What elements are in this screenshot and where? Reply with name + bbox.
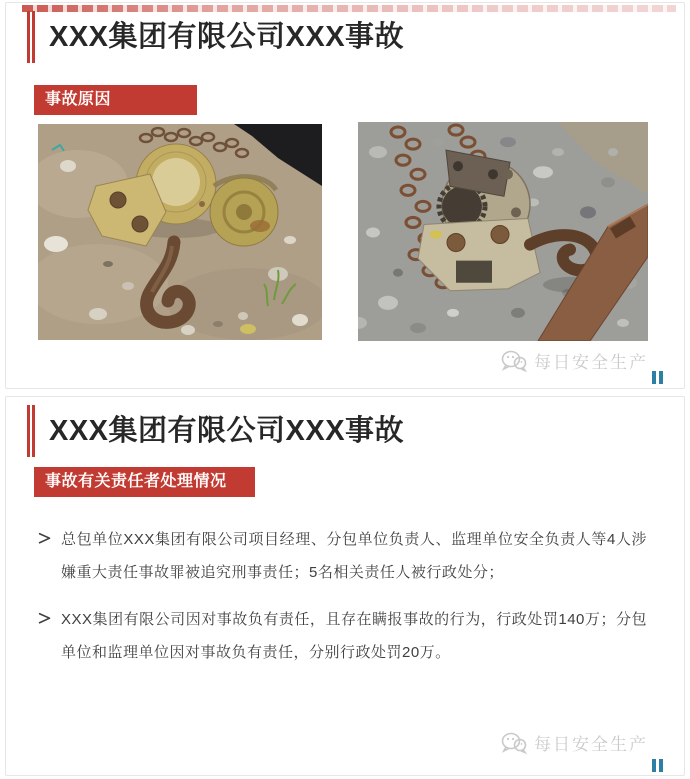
slide1-title-row: [27, 11, 404, 63]
slide-title: XXX集团有限公司XXX事故: [49, 21, 405, 53]
title-accent-bars: [27, 11, 35, 63]
slide2-title-row: [27, 405, 404, 457]
wechat-icon: [500, 349, 528, 373]
bullet-arrow-icon: [38, 612, 51, 669]
bullet-arrow-icon: [38, 532, 51, 589]
bullet-text: XXX集团有限公司因对事故负有责任，且存在瞒报事故的行为，行政处罚140万；分包单位和监理单位因对事故负有责任，分别行政处罚20万。: [61, 611, 647, 661]
chain-hoist-illustration: [38, 124, 322, 340]
section-badge: 事故原因: [34, 85, 197, 115]
watermark: [500, 348, 648, 373]
bullet-item: [38, 603, 647, 669]
title-accent-bars: [27, 405, 35, 457]
wechat-icon: [500, 731, 528, 755]
watermark-text: 每日安全生产: [534, 353, 648, 372]
pause-indicator-icon: [652, 759, 663, 772]
pause-indicator-icon: [652, 371, 663, 384]
bullet-list: [38, 523, 647, 683]
bullet-item: [38, 523, 647, 589]
section-badge: 事故有关责任者处理情况: [34, 467, 255, 497]
slide-card-1: [5, 2, 685, 389]
photo-rusted-lever-hoist[interactable]: [358, 122, 648, 341]
photo-rusted-chain-hoist[interactable]: [38, 124, 322, 340]
watermark: [500, 730, 648, 755]
lever-hoist-illustration: [358, 122, 648, 341]
bullet-text: 总包单位XXX集团有限公司项目经理、分包单位负责人、监理单位安全负责人等4人涉嫌重大责任事故罪被追究刑事责任；5名相关责任人被行政处分；: [61, 531, 647, 581]
slide-title: XXX集团有限公司XXX事故: [49, 415, 405, 447]
slide-card-2: [5, 396, 685, 776]
watermark-text: 每日安全生产: [534, 735, 648, 754]
